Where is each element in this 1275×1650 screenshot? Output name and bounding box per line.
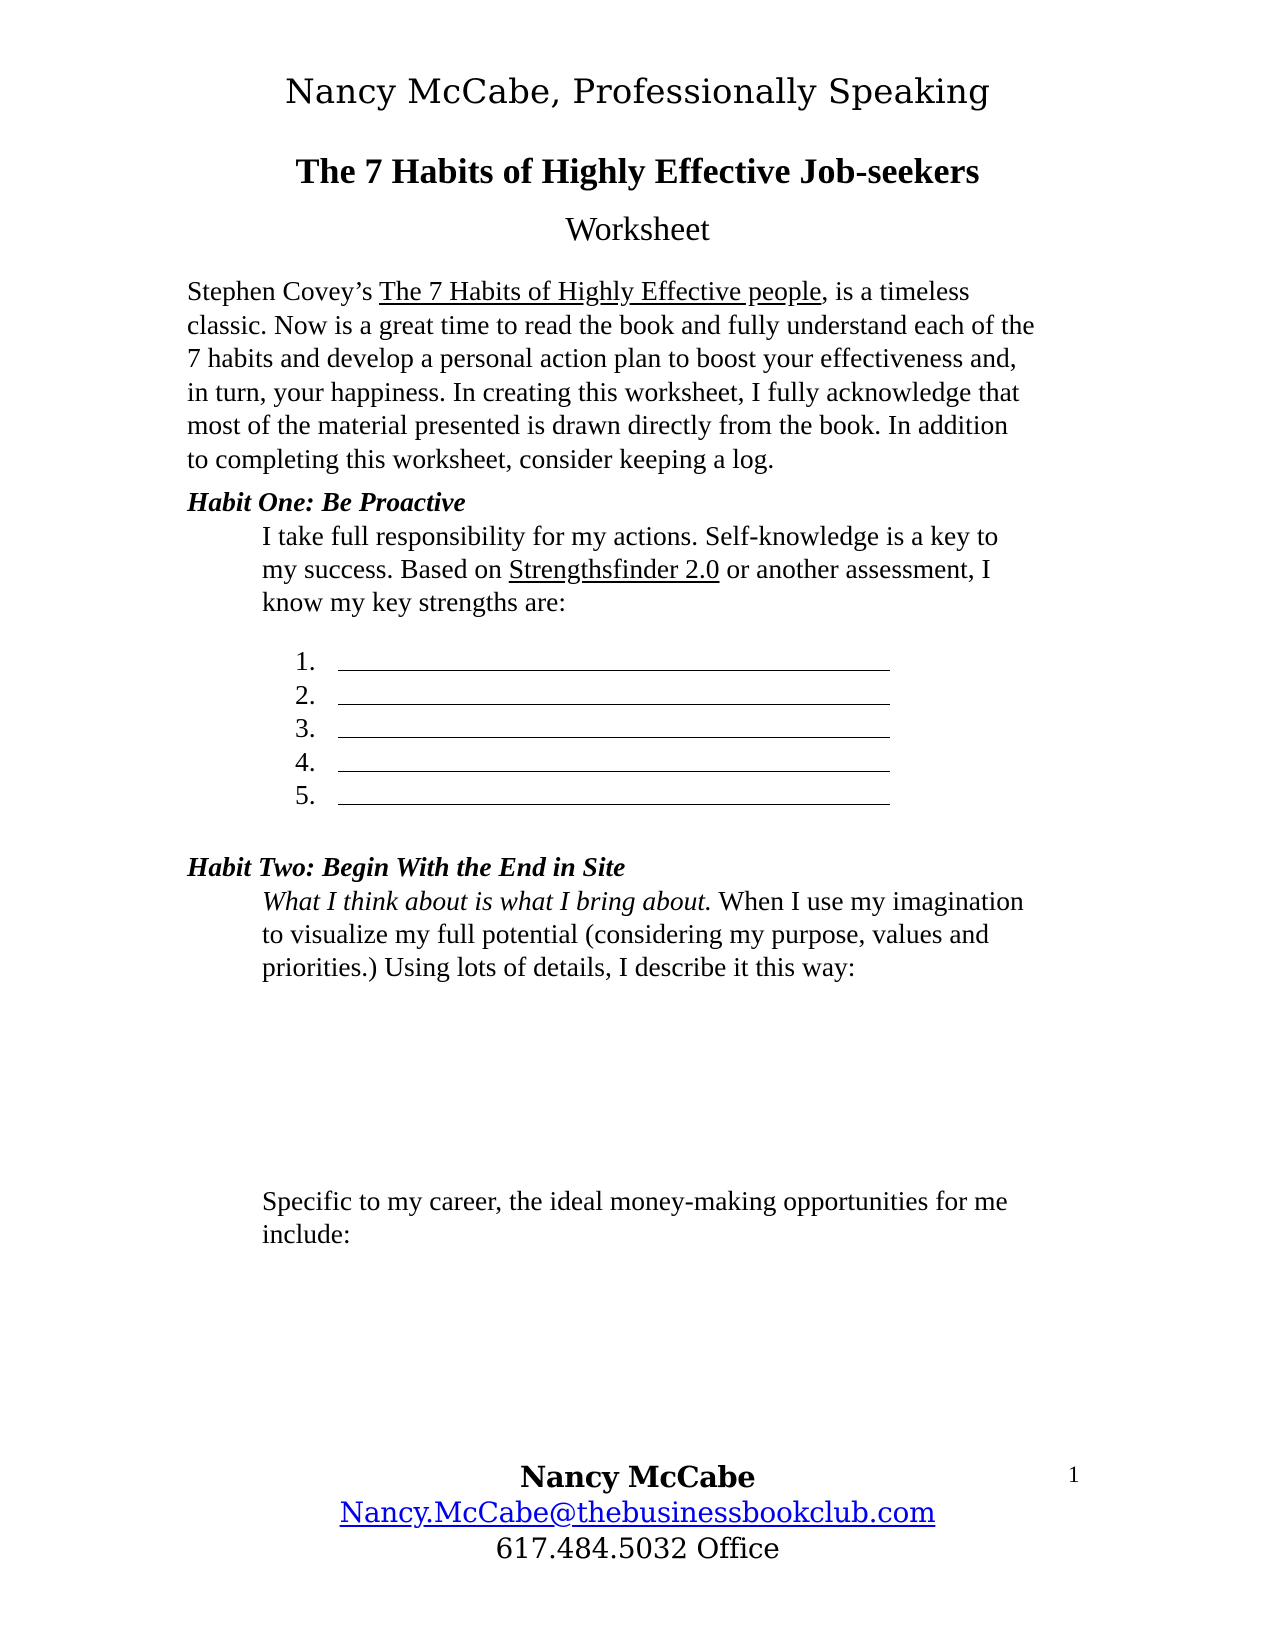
habit-two-quote: What I think about is what I bring about. [262, 885, 712, 916]
strength-blank-line[interactable] [338, 804, 890, 805]
habit-one-text: my success. Based on [262, 553, 509, 584]
career-line: include: [262, 1218, 351, 1249]
intro-text: Stephen Covey’s [187, 275, 379, 306]
strength-blank-line[interactable] [338, 737, 890, 738]
footer-phone: 617.484.5032 Office [495, 1532, 780, 1565]
strengthsfinder-reference: Strengthsfinder 2.0 [508, 553, 720, 584]
footer-email-link[interactable]: Nancy.McCabe@thebusinessbookclub.com [339, 1496, 936, 1529]
strength-number: 1. [295, 645, 316, 676]
habit-two-body [262, 884, 1024, 983]
author-header: Nancy McCabe, Professionally Speaking [284, 72, 991, 112]
strength-entry [295, 746, 895, 780]
strength-blank-line[interactable] [338, 771, 890, 772]
strength-entry [295, 645, 895, 679]
book-title-reference: The 7 Habits of Highly Effective people [379, 275, 822, 306]
document-title: The 7 Habits of Highly Effective Job-seekers [295, 151, 980, 191]
habit-one-line [262, 552, 998, 585]
strength-number: 5. [295, 779, 316, 810]
habit-two-line: priorities.) Using lots of details, I describe it this way: [262, 951, 856, 982]
habit-one-line: know my key strengths are: [262, 586, 566, 617]
habit-two-text: When I use my imagination [711, 885, 1024, 916]
habit-one-line: I take full responsibility for my actions. Self-knowledge is a key to [262, 520, 999, 551]
strength-number: 4. [295, 745, 316, 777]
document-subtitle: Worksheet [565, 211, 710, 248]
strength-blank-line[interactable] [338, 704, 890, 705]
habit-two-line [262, 884, 1024, 917]
career-prompt [262, 1184, 1008, 1250]
habit-two-heading: Habit Two: Begin With the End in Site [187, 851, 626, 882]
intro-text: , is a timeless [821, 275, 970, 306]
intro-line: most of the material presented is drawn directly from the book. In addition [187, 409, 1008, 440]
strength-number: 2. [295, 678, 316, 710]
intro-line: in turn, your happiness. In creating this worksheet, I fully acknowledge that [187, 375, 1020, 407]
strength-number: 3. [295, 712, 316, 743]
page-number: 1 [1068, 1462, 1080, 1487]
habit-one-body [262, 519, 998, 618]
habit-two-line: to visualize my full potential (considering my purpose, values and [262, 918, 990, 949]
strength-entry [295, 779, 895, 813]
intro-line: classic. Now is a great time to read the book and fully understand each of the [187, 308, 1035, 340]
habit-one-heading: Habit One: Be Proactive [187, 486, 466, 517]
strengths-list [295, 645, 895, 813]
intro-paragraph [187, 274, 1197, 475]
habit-one-text: or another assessment, I [719, 553, 991, 584]
intro-line: 7 habits and develop a personal action plan to boost your effectiveness and, [187, 342, 1017, 373]
intro-line [187, 274, 1197, 308]
footer-name: Nancy McCabe [519, 1460, 756, 1494]
strength-entry [295, 679, 895, 713]
intro-line: to completing this worksheet, consider keeping a log. [187, 442, 775, 474]
career-line: Specific to my career, the ideal money-making opportunities for me [262, 1185, 1008, 1216]
strength-blank-line[interactable] [338, 670, 890, 671]
strength-entry [295, 712, 895, 746]
